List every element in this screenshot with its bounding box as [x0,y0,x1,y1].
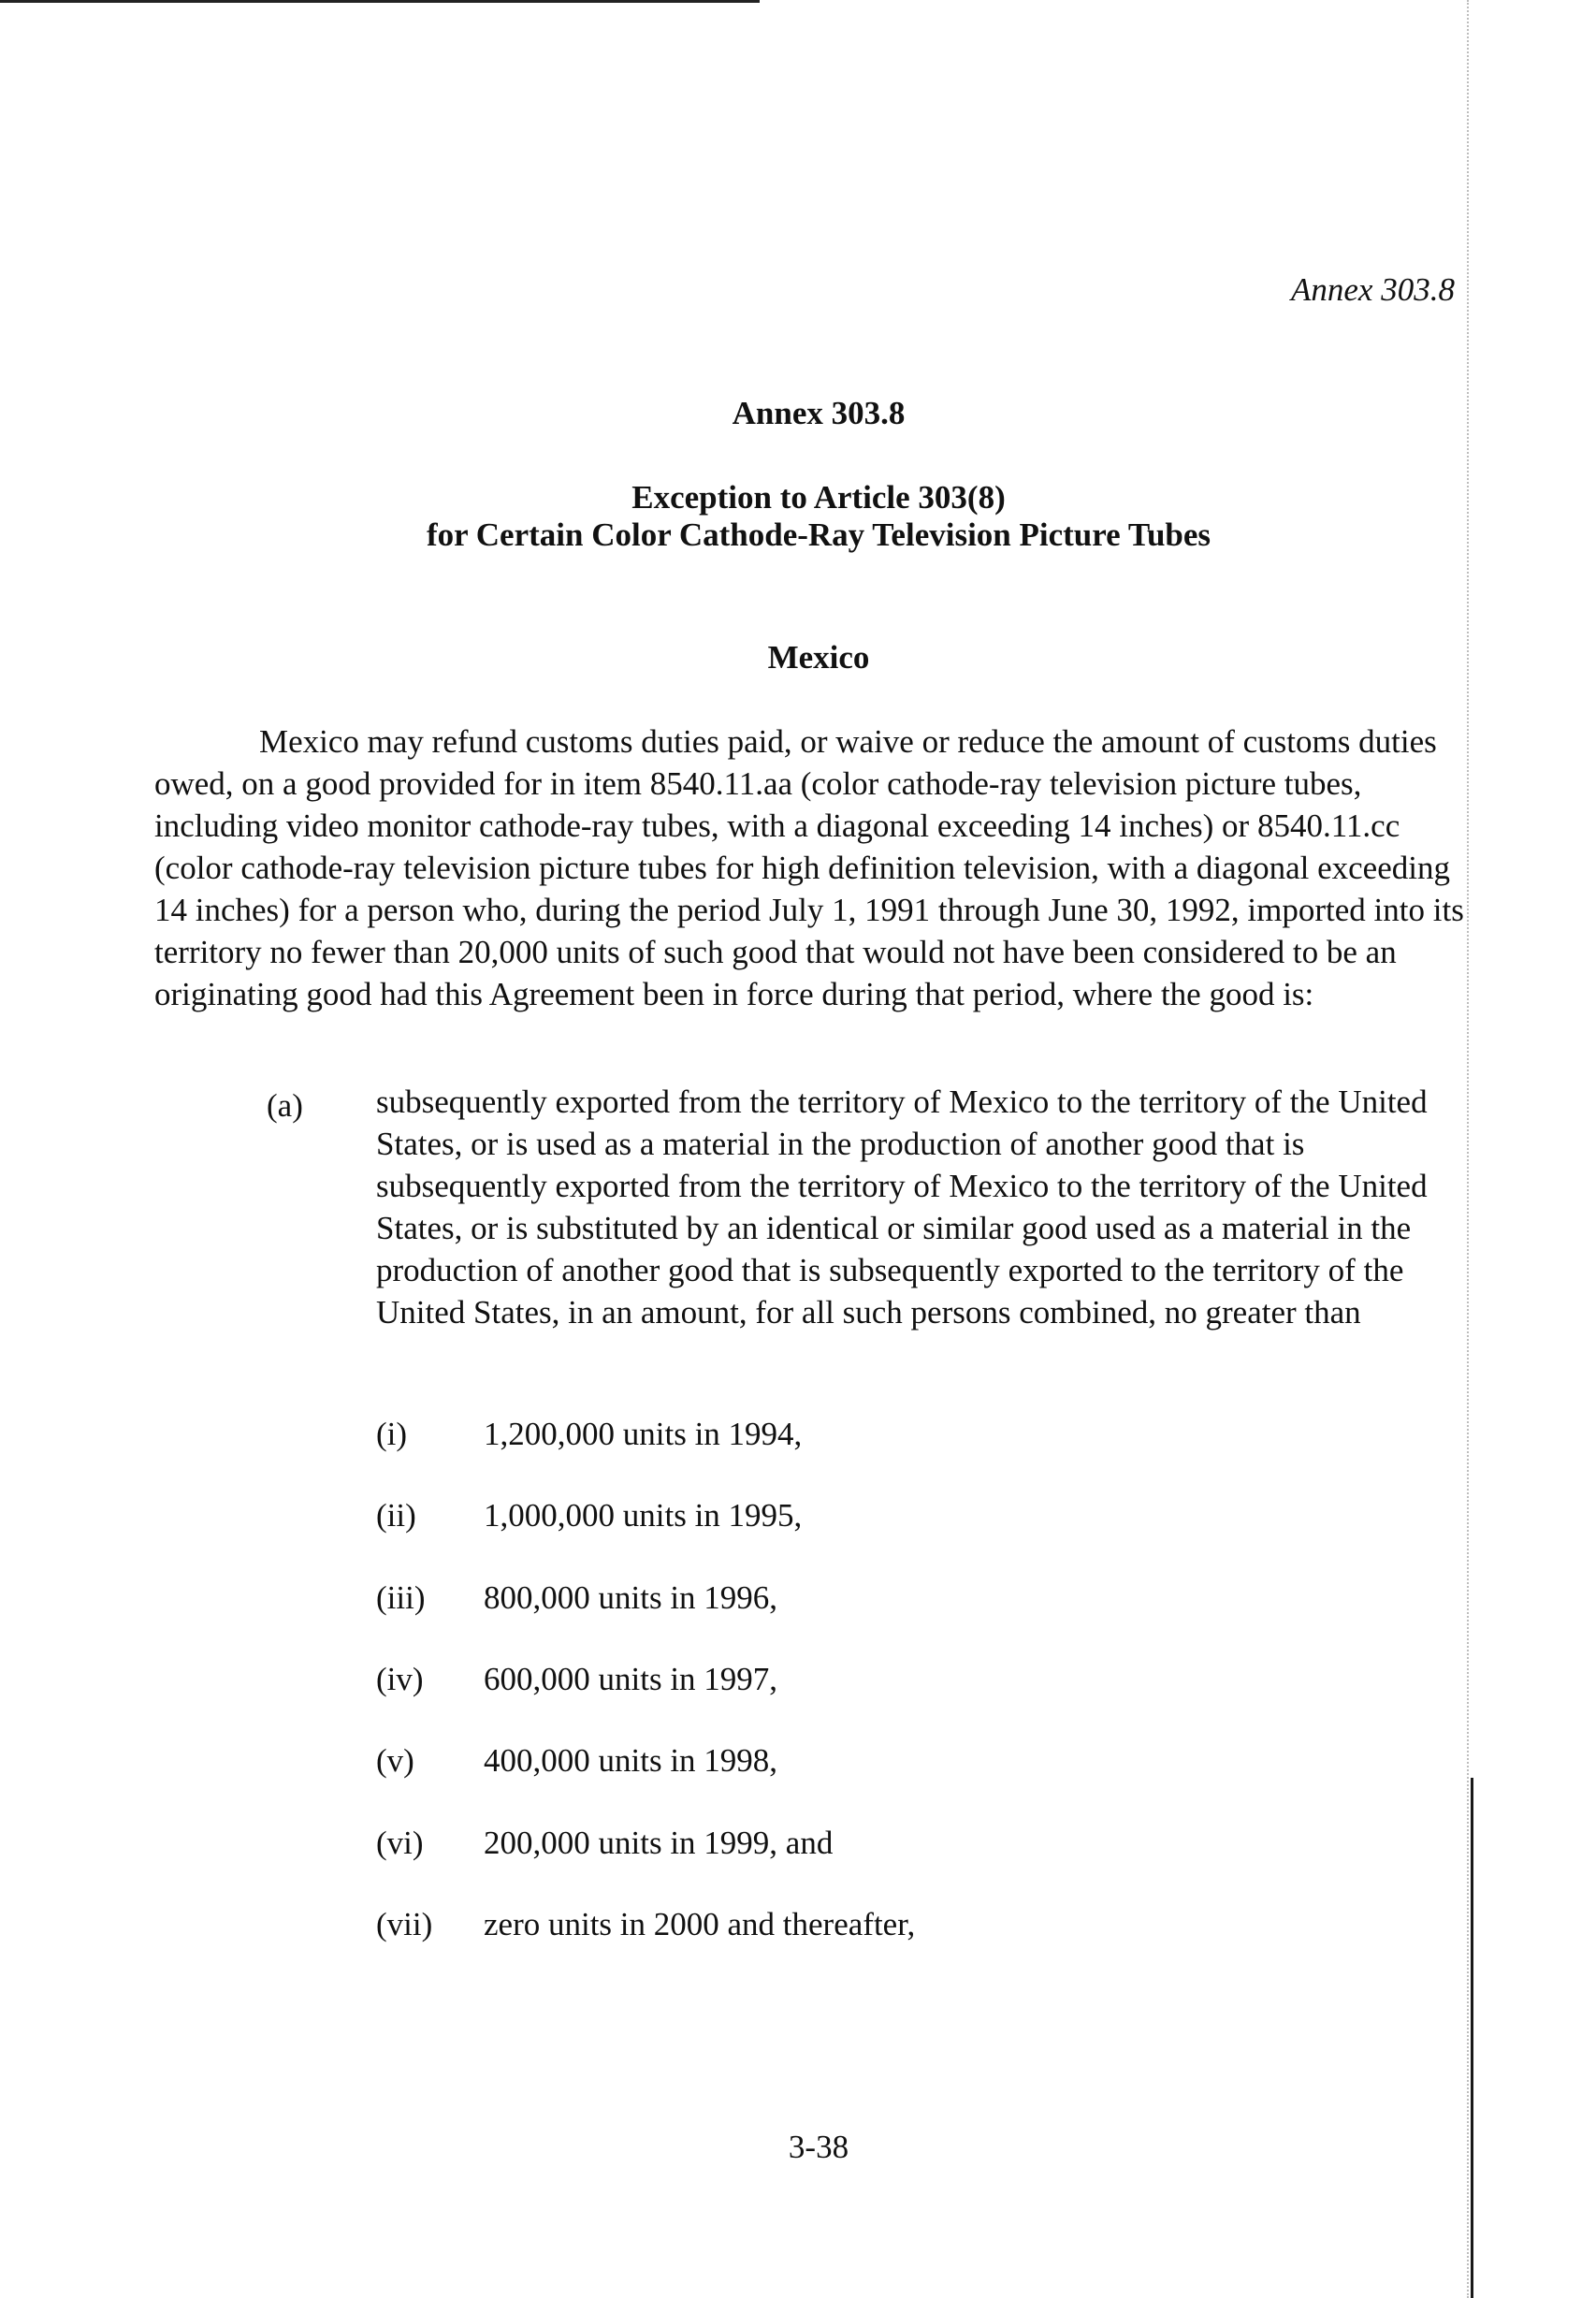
sub-item-label: (i) [376,1416,408,1452]
body-paragraph [154,720,1464,1015]
page-number: 3-38 [788,2129,849,2165]
item-a-label: (a) [267,1087,303,1124]
country-heading: Mexico [767,639,870,676]
running-header: Annex 303.8 [1291,271,1455,308]
sub-item-label: (iii) [376,1579,426,1616]
body-paragraph-text: Mexico may refund customs duties paid, or waive or reduce the amount of customs duties owed, on a good provided for in item 8540.11.aa (color cathode-ray television picture tubes, including video monitor cathode-ray tubes, with a diagonal exceeding 14 inches) or 8540.11.cc (color cathode-ray television picture tubes for high definition television, with a diagonal exceeding 14 inches) for a person who, during the period July 1, 1991 through June 30, 1992, imported into its territory no fewer than 20,000 units of such good that would not have been considered to be an originating good had this Agreement been in force during that period, where the good is: [154,723,1464,1012]
sub-item-text: 400,000 units in 1998, [484,1742,778,1779]
sub-item-text: zero units in 2000 and thereafter, [484,1906,916,1942]
sub-item-text: 600,000 units in 1997, [484,1661,778,1697]
sub-item-label: (v) [376,1742,414,1779]
scan-border-right-solid [1471,1778,1473,2298]
annex-title: Annex 303.8 [732,395,906,431]
sub-item-label: (ii) [376,1497,416,1534]
sub-item-label: (vii) [376,1906,433,1942]
sub-item-text: 800,000 units in 1996, [484,1579,778,1616]
exception-title-line-1: Exception to Article 303(8) [631,479,1006,516]
sub-item-text: 1,000,000 units in 1995, [484,1497,803,1534]
sub-item-label: (iv) [376,1661,424,1697]
exception-title-line-2: for Certain Color Cathode-Ray Television Picture Tubes [426,516,1212,553]
sub-item-text: 1,200,000 units in 1994, [484,1416,803,1452]
scan-border-right [1467,0,1469,2298]
sub-item-label: (vi) [376,1825,424,1861]
scan-border-top [0,0,760,3]
item-a-text: subsequently exported from the territory of Mexico to the territory of the United States, or is used as a material in the production of another good that is subsequently exported from the territory of Mexico to the territory of the United States, or is substituted by an identical or similar good used as a material in the production of another good that is subsequently exported to the territory of the United States, in an amount, for all such persons combined, no greater than [376,1084,1428,1331]
sub-item-text: 200,000 units in 1999, and [484,1825,834,1861]
